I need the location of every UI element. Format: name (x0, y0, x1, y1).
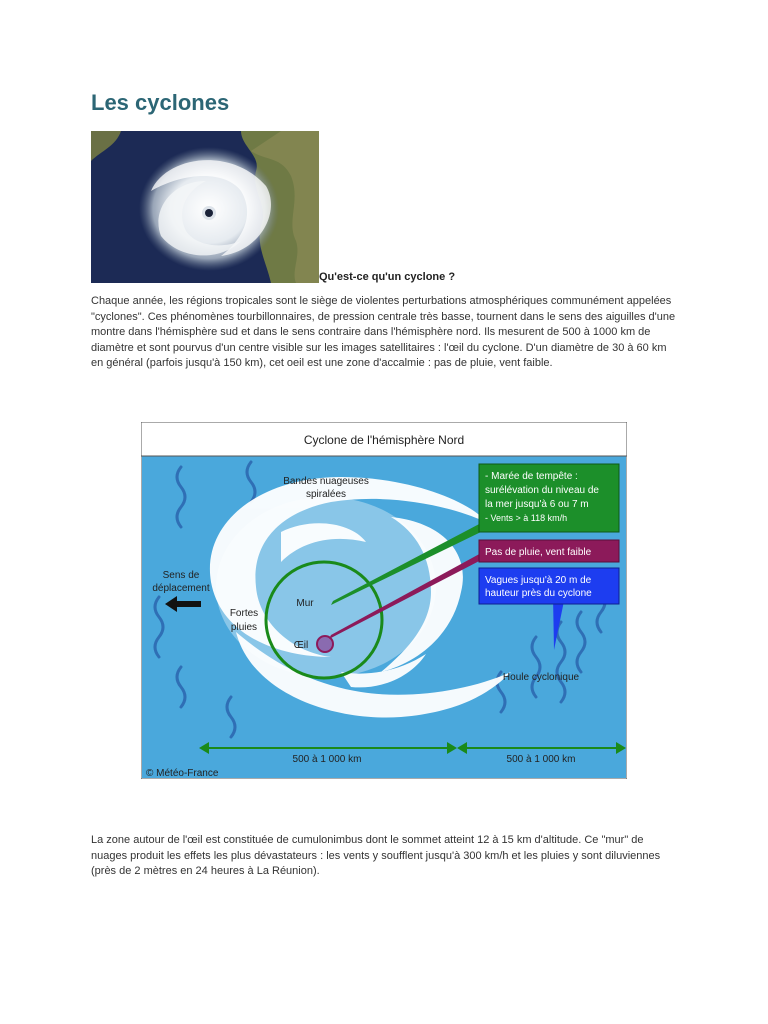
storm-surge-text-4: - Vents > à 118 km/h (485, 513, 568, 523)
swell-label: Houle cyclonique (502, 672, 580, 683)
movement-label-1: Sens de (162, 570, 200, 581)
cyclone-diagram (141, 422, 627, 779)
storm-surge-text-1: - Marée de tempête : (485, 471, 578, 482)
bands-label-1: Bandes nuageuses (283, 476, 369, 487)
movement-label-2: déplacement (152, 583, 210, 594)
intro-paragraph: Chaque année, les régions tropicales sont le siège de violentes perturbations atmosphériques communément appelées "cyclones". Ces phénomènes tourbillonnaires, de pression centrale très basse, tournent dans le sens des aiguilles d'une montre dans l'hémisphère sud et dans le sens contraire dans l'hémisphère nord. Ils mesurent de 500 à 1000 km de diamètre et sont pourvus d'un centre visible sur les images satellitaires : l'œil du cyclone. D'un diamètre de 30 à 60 km en général (parfois jusqu'à 150 km), cet oeil est une zone d'accalmie : pas de pluie, vent faible. (91, 295, 676, 370)
no-rain-text: Pas de pluie, vent faible (485, 547, 592, 558)
rain-label-1: Fortes (229, 608, 259, 619)
wall-label: Mur (296, 598, 314, 609)
storm-surge-text-2: surélévation du niveau de (485, 485, 599, 496)
storm-surge-text-3: la mer jusqu'à 6 ou 7 m (485, 499, 589, 510)
credit-label: © Météo-France (146, 768, 219, 779)
eye-label: Œil (293, 640, 309, 651)
rain-label-2: pluies (230, 622, 258, 633)
cyclone-satellite-image (91, 131, 319, 283)
waves-text-1: Vagues jusqu'à 20 m de (485, 575, 592, 586)
wall-paragraph: La zone autour de l'œil est constituée de cumulonimbus dont le sommet atteint 12 à 15 km d'altitude. Ce "mur" de nuages produit les effets les plus dévastateurs : les vents y soufflent jusqu'à 300 km/h et les pluies y sont diluviennes (près de 2 mètres en 24 heures à La Réunion). (91, 834, 661, 878)
scale-left-label: 500 à 1 000 km (292, 754, 362, 765)
section-subtitle: Qu'est-ce qu'un cyclone ? (319, 271, 456, 283)
waves-text-2: hauteur près du cyclone (485, 588, 592, 599)
page-title: Les cyclones (91, 90, 230, 115)
diagram-title: Cyclone de l'hémisphère Nord (303, 433, 465, 447)
scale-right-label: 500 à 1 000 km (506, 754, 576, 765)
bands-label-2: spiralées (305, 489, 347, 500)
eye-marker (317, 636, 333, 652)
